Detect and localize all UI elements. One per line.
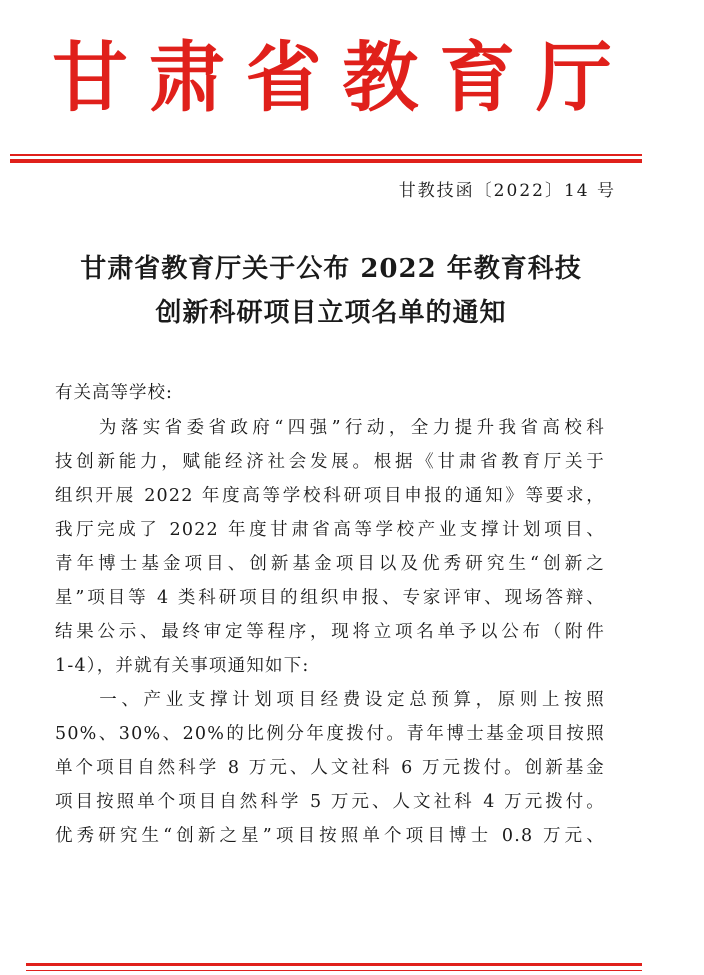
body-line: 1-4），并就有关事项通知如下: [55,656,310,676]
document-title-line-2: 创新科研项目立项名单的通知 [155,298,507,328]
masthead-char: 甘 [52,33,128,122]
body-line: 项目按照单个项目自然科学 5 万元、人文社科 4 万元拨付。 [55,792,605,812]
header-rule-thin [10,154,642,156]
body-line: 单个项目自然科学 8 万元、人文社科 6 万元拨付。创新基金 [55,758,605,778]
body-paragraphs [55,411,605,853]
body-line: 组织开展 2022 年度高等学校科研项目申报的通知》等要求， [55,486,605,506]
body-line: 50%、30%、20%的比例分年度拨付。青年博士基金项目按照 [55,724,605,744]
body-line: 技创新能力，赋能经济社会发展。根据《甘肃省教育厅关于 [55,452,605,472]
masthead-char: 肃 [148,33,225,122]
document-title-line-1: 甘肃省教育厅关于公布 2022 年教育科技 [80,254,582,284]
footer-rule-thin [26,970,642,971]
document-number: 甘教技函〔2022〕14 号 [398,181,616,201]
body-line: 优秀研究生“创新之星”项目按照单个项目博士 0.8 万元、 [55,826,605,846]
masthead-title [52,30,612,126]
footer-rule-thick [26,963,642,966]
body-line: 我厅完成了 2022 年度甘肃省高等学校产业支撑计划项目、 [55,520,605,540]
body-line: 为落实省委省政府“四强”行动，全力提升我省高校科 [55,418,605,438]
masthead-char: 厅 [535,33,612,122]
salutation: 有关高等学校: [55,383,173,403]
body-line: 星”项目等 4 类科研项目的组织申报、专家评审、现场答辩、 [55,588,605,608]
masthead-char: 省 [245,33,322,122]
body-line: 结果公示、最终审定等程序，现将立项名单予以公布（附件 [55,622,605,642]
masthead-char: 育 [439,33,516,122]
body-line: 一、产业支撑计划项目经费设定总预算，原则上按照 [55,690,605,710]
body-line: 青年博士基金项目、创新基金项目以及优秀研究生“创新之 [55,554,605,574]
masthead-char: 教 [342,33,419,122]
header-rule-thick [10,159,642,163]
